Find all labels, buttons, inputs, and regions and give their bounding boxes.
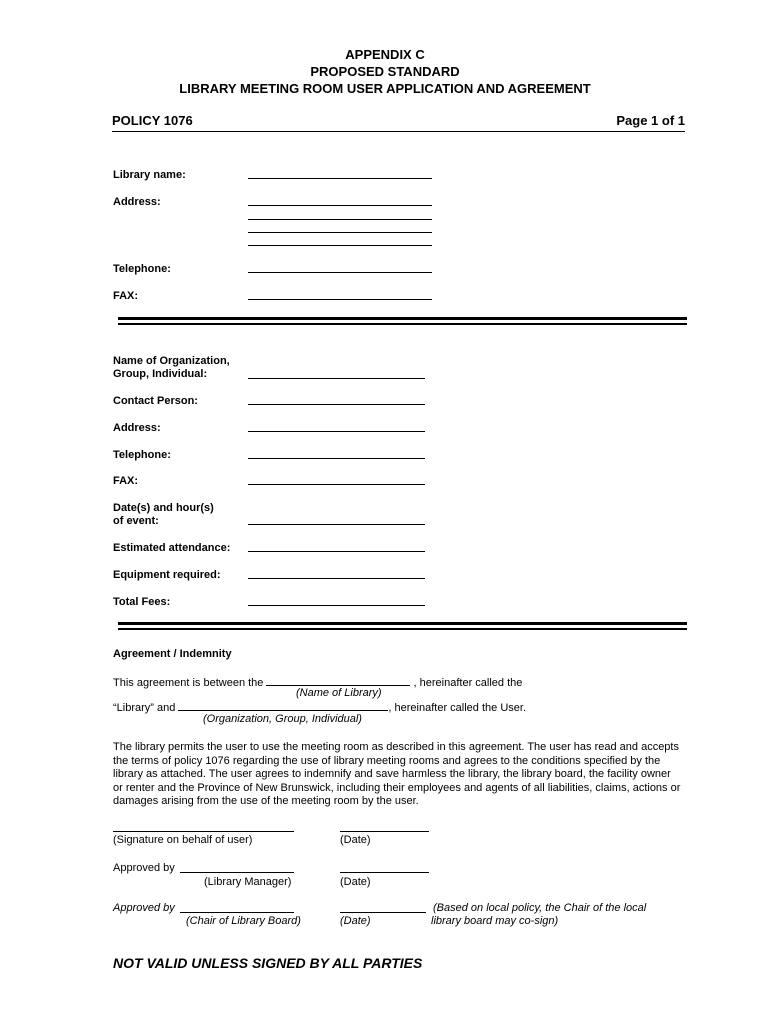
organization-name-blank[interactable] <box>178 700 388 711</box>
user-signature-caption: (Signature on behalf of user) <box>113 834 253 846</box>
event-dates-label-line2: of event: <box>113 515 159 527</box>
board-date-line[interactable] <box>340 912 426 913</box>
organization-label-line2: Group, Individual: <box>113 368 208 380</box>
paragraph-line: library as attached. The user agrees to indemnify and save harmless the library, the library board, the facility owner <box>113 768 671 780</box>
equipment-field[interactable] <box>248 578 425 579</box>
paragraph-line: The library permits the user to use the meeting room as described in this agreement. The user has read and accepts <box>113 741 679 753</box>
user-date-line[interactable] <box>340 831 429 832</box>
manager-approved-by-label: Approved by <box>113 862 175 874</box>
library-name-field[interactable] <box>248 178 432 179</box>
header-divider <box>112 131 685 132</box>
equipment-label: Equipment required: <box>113 569 221 581</box>
agreement-title: Agreement / Indemnity <box>113 648 232 660</box>
library-address-field-3[interactable] <box>248 232 432 233</box>
board-date-caption: (Date) <box>340 915 371 927</box>
library-manager-caption: (Library Manager) <box>204 876 292 888</box>
organization-telephone-label: Telephone: <box>113 449 171 461</box>
appendix-title: APPENDIX C <box>345 47 425 62</box>
organization-fax-label: FAX: <box>113 475 139 487</box>
agreement-line1-start: This agreement is between the <box>113 677 264 689</box>
contact-person-label: Contact Person: <box>113 395 198 407</box>
manager-date-line[interactable] <box>340 872 429 873</box>
manager-signature-line[interactable] <box>180 872 294 873</box>
library-address-field-1[interactable] <box>248 205 432 206</box>
proposed-standard-title: PROPOSED STANDARD <box>310 64 460 79</box>
document-header <box>0 46 770 97</box>
total-fees-label: Total Fees: <box>113 596 171 608</box>
board-signature-line[interactable] <box>180 912 294 913</box>
agreement-paragraph <box>113 741 693 809</box>
library-name-blank[interactable] <box>266 675 410 686</box>
policy-number: POLICY 1076 <box>112 113 193 128</box>
library-name-label: Library name: <box>113 169 186 181</box>
library-fax-field[interactable] <box>248 299 432 300</box>
event-dates-label <box>113 502 214 528</box>
library-address-field-2[interactable] <box>248 219 432 220</box>
section-divider-2 <box>118 622 687 632</box>
agreement-line2-start: “Library” and <box>113 702 176 714</box>
board-approved-by-label: Approved by <box>113 902 175 914</box>
organization-telephone-field[interactable] <box>248 458 425 459</box>
library-address-label: Address: <box>113 196 161 208</box>
agreement-line2-end: , hereinafter called the User. <box>388 702 526 714</box>
organization-fax-field[interactable] <box>248 484 425 485</box>
contact-person-field[interactable] <box>248 404 425 405</box>
paragraph-line: the terms of policy 1076 regarding the use of library meeting rooms and agrees to the conditions specified by the <box>113 754 661 767</box>
total-fees-field[interactable] <box>248 605 425 606</box>
organization-label <box>113 355 230 381</box>
attendance-label: Estimated attendance: <box>113 542 231 554</box>
library-telephone-label: Telephone: <box>113 263 171 275</box>
event-dates-field[interactable] <box>248 524 425 525</box>
user-signature-line[interactable] <box>113 831 294 832</box>
cosign-note-line1: (Based on local policy, the Chair of the local <box>433 902 647 914</box>
cosign-note-line2: library board may co-sign) <box>431 915 559 927</box>
section-divider-1 <box>118 317 687 327</box>
organization-field[interactable] <box>248 378 425 379</box>
organization-label-line1: Name of Organization, <box>113 355 230 367</box>
library-address-field-4[interactable] <box>248 245 432 246</box>
library-fax-label: FAX: <box>113 290 139 302</box>
library-telephone-field[interactable] <box>248 272 432 273</box>
page-number: Page 1 of 1 <box>616 113 685 128</box>
validity-notice: NOT VALID UNLESS SIGNED BY ALL PARTIES <box>113 955 423 971</box>
chair-board-caption: (Chair of Library Board) <box>186 915 301 927</box>
organization-address-field[interactable] <box>248 431 425 432</box>
name-of-library-caption: (Name of Library) <box>296 687 382 699</box>
paragraph-line: or renter and the Province of New Brunswick, including their employees and agents of all liabilities, claims, actions or <box>113 781 681 794</box>
manager-date-caption: (Date) <box>340 876 371 888</box>
organization-caption: (Organization, Group, Individual) <box>203 713 362 725</box>
attendance-field[interactable] <box>248 551 425 552</box>
agreement-line1-end: , hereinafter called the <box>413 677 523 689</box>
form-title: LIBRARY MEETING ROOM USER APPLICATION AND AGREEMENT <box>179 81 591 96</box>
event-dates-label-line1: Date(s) and hour(s) <box>113 502 214 514</box>
paragraph-line: damages arising from the use of the meeting room by the user. <box>113 795 419 807</box>
user-date-caption: (Date) <box>340 834 371 846</box>
organization-address-label: Address: <box>113 422 161 434</box>
